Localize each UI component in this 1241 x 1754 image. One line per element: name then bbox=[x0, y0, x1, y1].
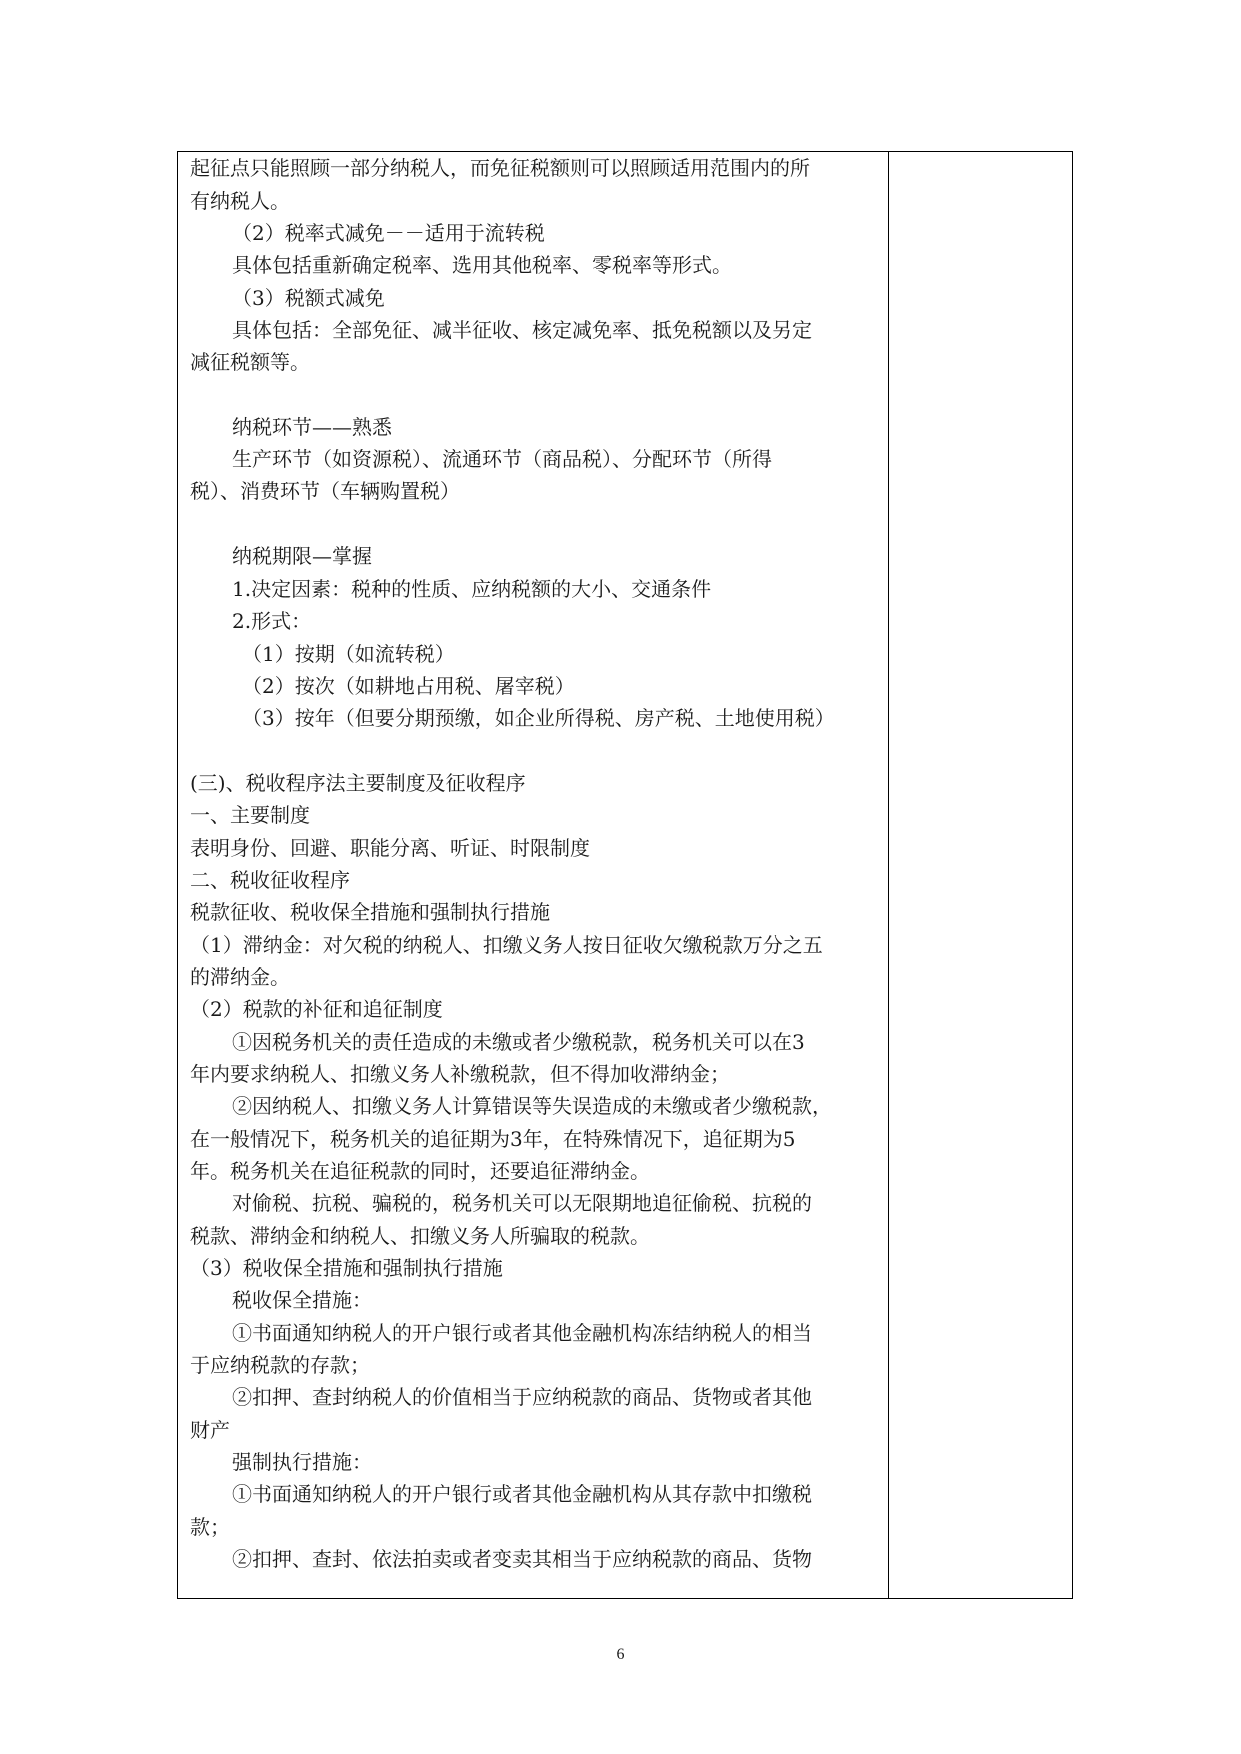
text-line: 纳税期限—掌握 bbox=[232, 544, 372, 568]
text-line: 年内要求纳税人、扣缴义务人补缴税款，但不得加收滞纳金； bbox=[190, 1062, 730, 1086]
text-line: （2）按次（如耕地占用税、屠宰税） bbox=[242, 674, 575, 698]
text-line: （3）按年（但要分期预缴，如企业所得税、房产税、土地使用税） bbox=[242, 706, 835, 730]
text-line: 款； bbox=[190, 1515, 230, 1539]
text-line: （2）税款的补征和追征制度 bbox=[190, 997, 443, 1021]
text-line: 税收保全措施： bbox=[232, 1288, 372, 1312]
text-line: ①因税务机关的责任造成的未缴或者少缴税款，税务机关可以在3 bbox=[232, 1030, 805, 1054]
text-line: 年。税务机关在追征税款的同时，还要追征滞纳金。 bbox=[190, 1159, 650, 1183]
text-line: ①书面通知纳税人的开户银行或者其他金融机构从其存款中扣缴税 bbox=[232, 1482, 812, 1506]
text-line: 表明身份、回避、职能分离、听证、时限制度 bbox=[190, 836, 590, 860]
text-line: 1.决定因素：税种的性质、应纳税额的大小、交通条件 bbox=[232, 577, 712, 601]
text-line: 在一般情况下，税务机关的追征期为3年，在特殊情况下，追征期为5 bbox=[190, 1127, 796, 1151]
text-line: 减征税额等。 bbox=[190, 350, 310, 374]
text-line: （3）税收保全措施和强制执行措施 bbox=[190, 1256, 503, 1280]
text-line: 生产环节（如资源税）、流通环节（商品税）、分配环节（所得 bbox=[232, 447, 772, 471]
page-number: 6 bbox=[616, 1646, 625, 1663]
text-line: 二、税收征收程序 bbox=[190, 868, 350, 892]
text-line: 税）、消费环节（车辆购置税） bbox=[190, 479, 460, 503]
text-line: 强制执行措施： bbox=[232, 1450, 372, 1474]
text-line: （3）税额式减免 bbox=[232, 286, 385, 310]
text-line: 财产 bbox=[190, 1418, 230, 1442]
text-line: 具体包括：全部免征、减半征收、核定减免率、抵免税额以及另定 bbox=[232, 318, 812, 342]
text-line: 于应纳税款的存款； bbox=[190, 1353, 370, 1377]
text-line: ②扣押、查封、依法拍卖或者变卖其相当于应纳税款的商品、货物 bbox=[232, 1547, 812, 1571]
text-line: 一、主要制度 bbox=[190, 803, 310, 827]
text-line: 对偷税、抗税、骗税的，税务机关可以无限期地追征偷税、抗税的 bbox=[232, 1191, 812, 1215]
text-line: 有纳税人。 bbox=[190, 189, 290, 213]
text-line: (三)、税收程序法主要制度及征收程序 bbox=[190, 771, 526, 795]
text-line: （1）滞纳金：对欠税的纳税人、扣缴义务人按日征收欠缴税款万分之五 bbox=[190, 933, 823, 957]
text-line: 纳税环节——熟悉 bbox=[232, 415, 392, 439]
text-line: ②扣押、查封纳税人的价值相当于应纳税款的商品、货物或者其他 bbox=[232, 1385, 812, 1409]
column-divider bbox=[888, 151, 889, 1599]
text-line: ①书面通知纳税人的开户银行或者其他金融机构冻结纳税人的相当 bbox=[232, 1321, 812, 1345]
text-line: 起征点只能照顾一部分纳税人，而免征税额则可以照顾适用范围内的所 bbox=[190, 156, 810, 180]
text-line: （1）按期（如流转税） bbox=[242, 642, 455, 666]
text-line: 的滞纳金。 bbox=[190, 965, 290, 989]
text-line: ②因纳税人、扣缴义务人计算错误等失误造成的未缴或者少缴税款， bbox=[232, 1094, 832, 1118]
text-line: 2.形式： bbox=[232, 609, 312, 633]
text-line: 具体包括重新确定税率、选用其他税率、零税率等形式。 bbox=[232, 253, 732, 277]
text-line: 税款、滞纳金和纳税人、扣缴义务人所骗取的税款。 bbox=[190, 1224, 650, 1248]
text-line: 税款征收、税收保全措施和强制执行措施 bbox=[190, 900, 550, 924]
text-line: （2）税率式减免－－适用于流转税 bbox=[232, 221, 545, 245]
